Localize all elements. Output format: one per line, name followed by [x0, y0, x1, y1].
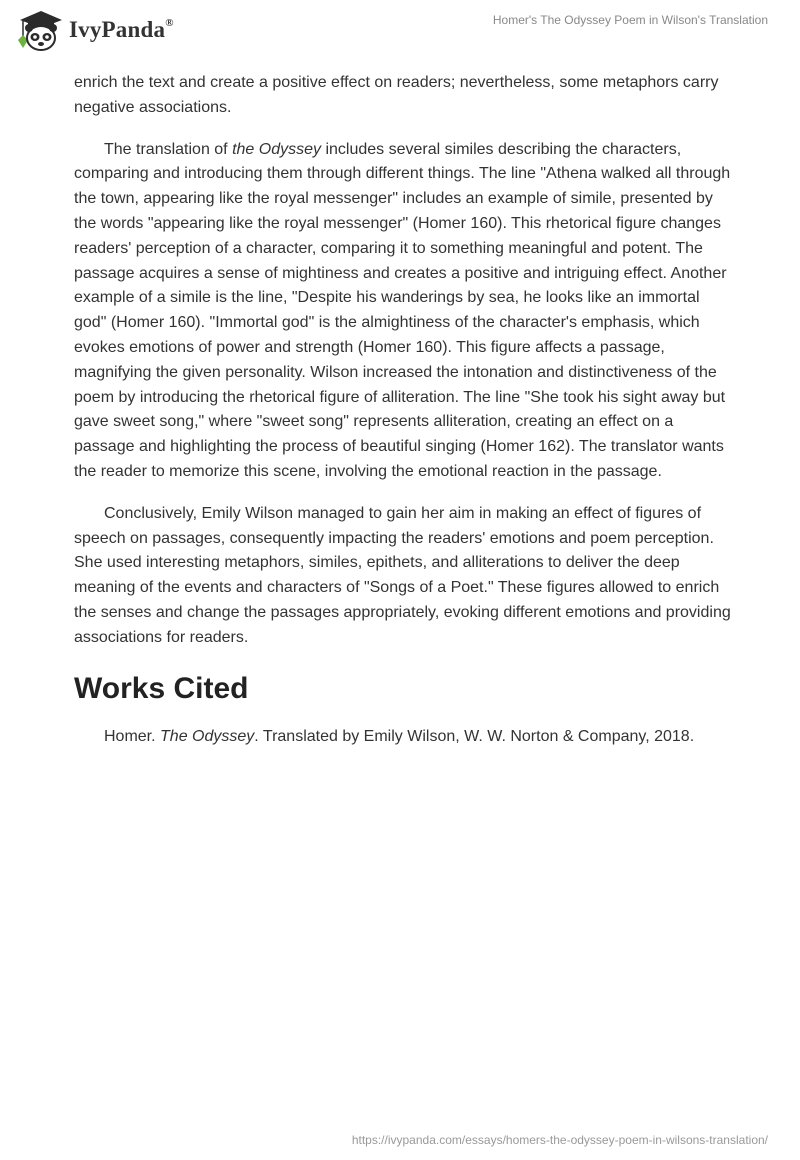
- citation-entry: Homer. The Odyssey. Translated by Emily Wilson, W. W. Norton & Company, 2018.: [104, 727, 695, 745]
- essay-content: [74, 71, 734, 749]
- page-header: [0, 0, 800, 64]
- paragraph-3: Conclusively, Emily Wilson managed to gain her aim in making an effect of figures of speech on passages, consequently impacting the readers' emotions and poem perception. She used interesting metaphors, similes, epithets, and alliterations to deliver the deep meaning of the events and characters of "Songs of a Poet." These figures allowed to enrich the senses and change the passages appropriately, evoking different emotions and providing associations for readers.: [74, 504, 731, 646]
- paragraph-1: enrich the text and create a positive effect on readers; nevertheless, some metaphors carry negative associations.: [74, 74, 719, 116]
- document-title: Homer's The Odyssey Poem in Wilson's Translation: [492, 13, 768, 27]
- ivypanda-logo[interactable]: [14, 8, 174, 52]
- source-url[interactable]: https://ivypanda.com/essays/homers-the-odyssey-poem-in-wilsons-translation/: [351, 1133, 768, 1147]
- paragraph-2: The translation of the Odyssey includes several similes describing the characters, comparing and introducing them through different things. The line "Athena walked all through the town, appearing like the royal messenger" includes an example of simile, presented by the words "appearing like the royal messenger" (Homer 160). This rhetorical figure changes readers' perception of a character, comparing it to something meaningful and potent. The passage acquires a sense of mightiness and creates a positive and intriguing effect. Another example of a simile is the line, "Despite his wanderings by sea, he looks like an immortal god" (Homer 160). "Immortal god" is the almightiness of the character's emphasis, which evokes emotions of power and strength (Homer 160). This figure affects a passage, magnifying the given personality. Wilson increased the intonation and distinctiveness of the poem by introducing the rhetorical figure of alliteration. The line "She took his sight away but gave sweet song," where "sweet song" represents alliteration, creating an effect on a passage and highlighting the process of beautiful singing (Homer 162). The translator wants the reader to memorize this scene, involving the emotional reaction in the passage.: [74, 140, 731, 480]
- panda-graduate-icon: [14, 8, 64, 52]
- brand-name: IvyPanda®: [69, 17, 174, 42]
- works-cited-heading: Works Cited: [74, 671, 249, 705]
